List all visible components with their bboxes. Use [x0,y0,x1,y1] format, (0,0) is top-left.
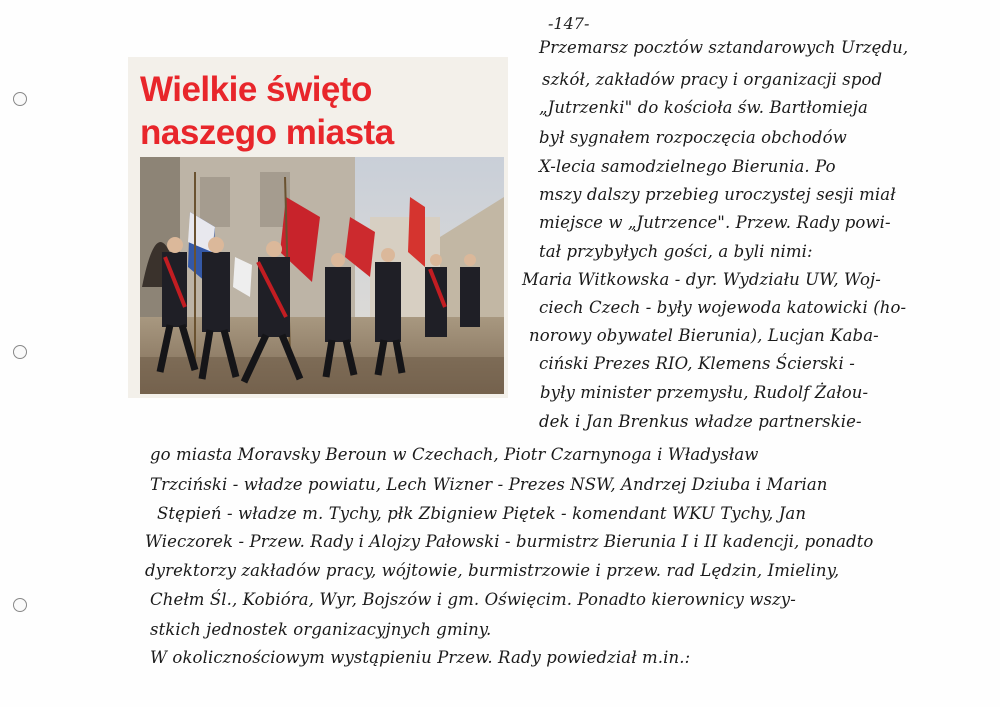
punch-hole [13,345,27,359]
handwritten-line: W okolicznościowym wystąpieniu Przew. Rady powiedział m.in.: [150,648,691,667]
handwritten-line: stkich jednostek organizacyjnych gminy. [150,620,492,639]
handwritten-line: Wieczorek - Przew. Rady i Alojzy Pałowski - burmistrz Bierunia I i II kadencji, ponadto [145,532,874,551]
handwritten-line: był sygnałem rozpoczęcia obchodów [539,128,847,147]
punch-hole [13,598,27,612]
headline-line-1: Wielkie święto [140,70,372,109]
handwritten-line: tał przybyłych gości, a byli nimi: [539,242,813,261]
handwritten-line: Przemarsz pocztów sztandarowych Urzędu, [539,38,909,57]
handwritten-line: ciński Prezes RIO, Klemens Ścierski - [539,354,855,373]
handwritten-line: go miasta Moravsky Beroun w Czechach, Piotr Czarnynoga i Władysław [150,445,759,464]
page-number: -147- [548,14,590,33]
handwritten-line: były minister przemysłu, Rudolf Żałou- [540,383,869,402]
handwritten-line: ciech Czech - były wojewoda katowicki (ho- [539,298,907,317]
handwritten-line: dyrektorzy zakładów pracy, wójtowie, burmistrzowie i przew. rad Lędzin, Imieliny, [145,561,840,580]
handwritten-line: dek i Jan Brenkus władze partnerskie- [539,412,862,431]
parade-photo [140,157,504,394]
headline-line-2: naszego miasta [140,113,394,152]
handwritten-line: „Jutrzenki" do kościoła św. Bartłomieja [539,98,868,117]
handwritten-line: szkół, zakładów pracy i organizacji spod [542,70,883,89]
handwritten-line: Stępień - władze m. Tychy, płk Zbigniew Piętek - komendant WKU Tychy, Jan [157,504,807,523]
handwritten-line: mszy dalszy przebieg uroczystej sesji miał [539,185,896,204]
clipping-headline [140,68,500,154]
handwritten-line: Trzciński - władze powiatu, Lech Wizner - Prezes NSW, Andrzej Dziuba i Marian [150,475,828,494]
handwritten-line: miejsce w „Jutrzence". Przew. Rady powi- [539,213,891,232]
handwritten-line: X-lecia samodzielnego Bierunia. Po [539,157,836,176]
handwritten-line: Maria Witkowska - dyr. Wydziału UW, Woj- [522,270,881,289]
punch-hole [13,92,27,106]
handwritten-line: norowy obywatel Bierunia), Lucjan Kaba- [529,326,879,345]
handwritten-line: Chełm Śl., Kobióra, Wyr, Bojszów i gm. Oświęcim. Ponadto kierownicy wszy- [150,590,796,609]
